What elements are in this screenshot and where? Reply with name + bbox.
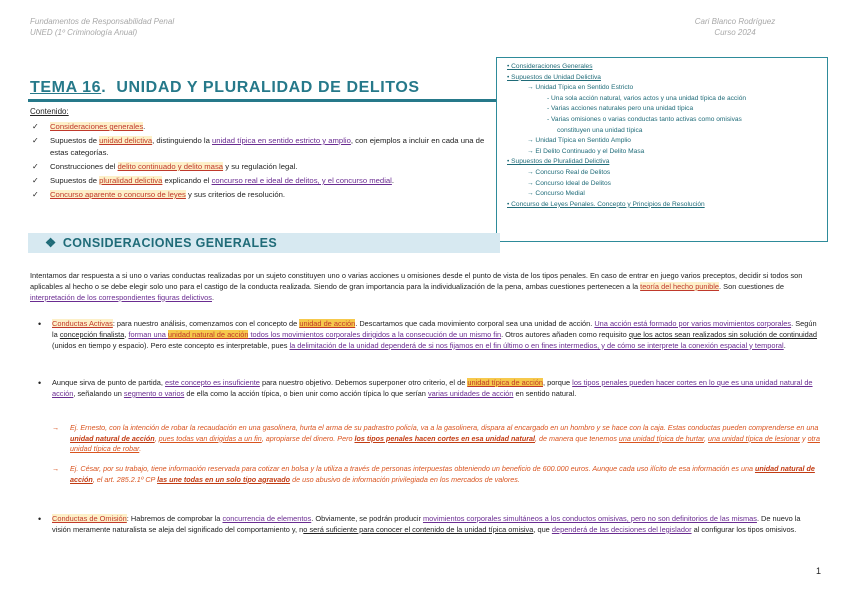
title-dot: . bbox=[101, 79, 107, 96]
toc-item[interactable]: • Concurso de Leyes Penales. Concepto y Principios de Resolución bbox=[507, 200, 705, 208]
header-left bbox=[30, 16, 174, 38]
highlight: pues todas van dirigidas a un fin bbox=[158, 433, 262, 443]
text: de ella como la acción típica, o bien unir como acción típica lo que serían bbox=[184, 388, 428, 398]
header-institution: UNED (1º Criminología Anual) bbox=[30, 28, 138, 37]
bullet-typical-unit bbox=[30, 378, 820, 400]
highlight: los tipos penales pueden hacer cortes en lo que es una unidad natural de acción bbox=[52, 378, 813, 398]
page-title bbox=[30, 78, 420, 98]
text: , de manera que tenemos bbox=[535, 433, 619, 443]
highlight: Una acción está formado por varios movimientos corporales bbox=[594, 319, 792, 328]
toc-item[interactable]: → Unidad Típica en Sentido Amplio bbox=[527, 137, 631, 145]
text: . bbox=[212, 292, 215, 302]
header-right bbox=[676, 16, 794, 38]
contents-list bbox=[30, 121, 485, 203]
text: Intentamos dar respuesta a si uno o varias conductas realizadas por un sujeto constituyen uno o varias acciones u omisiones desde el punto de vista de los tipos penales. En caso de entrar en juego varios preceptos, decidir si todos son aplicables al hecho o se debe elegir solo uno para el castigo de la conducta realizada. Siendo de gran importancia para la individualización de la pena, ambas cuestiones pertenecen a la bbox=[30, 271, 803, 291]
toc-item[interactable]: • Supuestos de Pluralidad Delictiva bbox=[507, 158, 610, 166]
bullet-icon: • bbox=[38, 378, 42, 388]
toc-item[interactable]: → El Delito Continuado y el Delito Masa bbox=[527, 147, 645, 155]
highlight: las une todas en un solo tipo agravado bbox=[157, 474, 291, 484]
highlight: forman una bbox=[128, 329, 168, 339]
contents-link[interactable]: unidad delictiva bbox=[99, 136, 153, 145]
highlight: los tipos penales hacen cortes en esa unidad natural bbox=[354, 433, 536, 443]
text: para nuestro objetivo. Debemos superponer otro criterio, el de bbox=[259, 378, 468, 387]
toc-item[interactable]: constituyen una unidad típica bbox=[557, 126, 643, 134]
text: de uso abusivo de información privilegiada en los mercados de valores. bbox=[290, 474, 520, 484]
text: , que bbox=[533, 524, 552, 534]
contents-link[interactable]: delito continuado y delito masa bbox=[117, 162, 224, 171]
header-year: Curso 2024 bbox=[714, 28, 756, 37]
arrow-right-icon: → bbox=[52, 464, 60, 473]
list-item bbox=[30, 161, 485, 173]
text: , el art. 285.2.1º CP bbox=[92, 474, 158, 484]
diamond-bullet-icon: ❖ bbox=[45, 236, 57, 250]
text: . Según la bbox=[52, 319, 817, 339]
contents-link[interactable]: unidad típica en sentido estricto y amplio bbox=[212, 136, 351, 145]
text: Supuestos de bbox=[50, 136, 100, 145]
highlight: que los actos sean realizados sin solución de continuidad bbox=[628, 329, 818, 339]
highlight: o será suficiente para conocer el contenido de la unidad típica omisiva bbox=[303, 524, 534, 534]
highlight: unidad natural de acción bbox=[70, 464, 815, 484]
contents-link[interactable]: pluralidad delictiva bbox=[99, 176, 163, 185]
check-icon: ✓ bbox=[32, 190, 39, 199]
text: , bbox=[154, 433, 159, 443]
highlight: todos los movimientos corporales dirigidos a la consecución de un mismo fin bbox=[248, 329, 502, 339]
highlight: teoría del hecho punible bbox=[640, 281, 720, 291]
list-item bbox=[30, 189, 485, 201]
check-icon: ✓ bbox=[32, 162, 39, 171]
highlight: la delimitación de la unidad dependerá de si nos fijamos en el fin último o en fines intermedios, y de cómo se interprete la conexión espacial y temporal bbox=[289, 340, 784, 350]
text: y su regulación legal. bbox=[223, 162, 298, 171]
text: : Habremos de comprobar la bbox=[126, 514, 223, 523]
highlight: otra unidad típica de robar bbox=[70, 433, 820, 454]
highlight: segmento o varios bbox=[123, 388, 185, 398]
text: en sentido natural. bbox=[513, 388, 577, 398]
text: , señalando un bbox=[73, 388, 124, 398]
highlight: varias unidades de acción bbox=[427, 388, 514, 398]
title-text: UNIDAD Y PLURALIDAD DE DELITOS bbox=[116, 79, 420, 96]
contents-link[interactable]: Concurso aparente o concurso de leyes bbox=[50, 190, 186, 199]
text: explicando el bbox=[162, 176, 212, 185]
table-of-contents bbox=[496, 57, 828, 242]
bullet-omission-conduct bbox=[30, 514, 820, 536]
highlight: una unidad típica de lesionar bbox=[708, 433, 800, 443]
highlight: dependerá de las decisiones del legislador bbox=[551, 524, 692, 534]
highlight: unidad natural de acción bbox=[167, 329, 249, 339]
contents-link[interactable]: Consideraciones generales bbox=[50, 122, 144, 131]
highlight: unidad típica de acción bbox=[467, 378, 543, 387]
text: . bbox=[391, 176, 395, 185]
text: . bbox=[783, 340, 786, 350]
example-ernesto bbox=[52, 423, 820, 455]
toc-item[interactable]: • Supuestos de Unidad Delictiva bbox=[507, 73, 601, 81]
text: Construcciones del bbox=[50, 162, 118, 171]
toc-item[interactable]: → Concurso Real de Delitos bbox=[527, 168, 611, 176]
text: . Obviamente, se podrán producir bbox=[311, 514, 423, 523]
check-icon: ✓ bbox=[32, 136, 39, 145]
text: . Descartamos que cada movimiento corporal sea una unidad de acción. bbox=[355, 319, 595, 328]
text: al configurar los tipos omisivos. bbox=[691, 524, 797, 534]
title-prefix: TEMA 16 bbox=[30, 79, 102, 96]
list-item bbox=[30, 135, 485, 159]
example-text bbox=[52, 423, 820, 455]
contents-link[interactable]: concurso real e ideal de delitos, y el concurso medial bbox=[211, 176, 392, 185]
text: : para nuestro análisis, comenzamos con el concepto de bbox=[112, 319, 300, 328]
toc-item[interactable]: - Una sola acción natural, varios actos y una unidad típica de acción bbox=[547, 94, 747, 102]
highlight: interpretación de los correspondientes figuras delictivos bbox=[30, 292, 212, 302]
check-icon: ✓ bbox=[32, 176, 39, 185]
check-icon: ✓ bbox=[32, 122, 39, 131]
intro-paragraph bbox=[30, 271, 820, 303]
toc-item[interactable]: → Unidad Típica en Sentido Estricto bbox=[527, 84, 634, 92]
header-course-title: Fundamentos de Responsabilidad Penal bbox=[30, 17, 175, 26]
highlight: unidad natural de acción bbox=[70, 433, 155, 443]
highlight: Conductas de Omisión bbox=[52, 514, 127, 523]
toc-item[interactable]: - Varias omisiones o varias conductas tanto activas como omisivas bbox=[547, 115, 742, 123]
highlight: una unidad típica de hurtar bbox=[618, 433, 705, 443]
text: , porque bbox=[542, 378, 573, 387]
text: y bbox=[799, 433, 808, 443]
contents-label: Contenido: bbox=[30, 107, 69, 116]
bullet-active-conduct bbox=[30, 319, 820, 351]
section-heading bbox=[45, 235, 277, 251]
text: . De nuevo la visión meramente naturalista se aleja del significado del comportamiento y, n bbox=[52, 514, 801, 534]
highlight: concepción finalista bbox=[59, 329, 125, 339]
text: y sus criterios de resolución. bbox=[185, 190, 286, 199]
text: Ej. César, por su trabajo, tiene información reservada para cotizar en bolsa y la utiliza a través de personas interpuestas obteniendo un beneficio de 600.000 euros. Aunque cada uso ilícito de esa información es una bbox=[70, 464, 755, 473]
text: . Otros autores añaden como requisito bbox=[501, 329, 629, 339]
section-title: CONSIDERACIONES GENERALES bbox=[62, 236, 278, 250]
toc-item[interactable]: → Concurso Medial bbox=[527, 190, 585, 198]
title-rule bbox=[28, 99, 496, 102]
text: . bbox=[139, 444, 142, 454]
highlight: Conductas Activas bbox=[52, 319, 113, 328]
toc-item[interactable]: → Concurso Ideal de Delitos bbox=[527, 179, 611, 187]
example-text bbox=[52, 464, 820, 485]
highlight: este concepto es insuficiente bbox=[165, 378, 260, 387]
text: , con ejemplos a incluir en cada una de estas categorías. bbox=[50, 136, 485, 157]
text: (unidos en tiempo y espacio). Pero este concepto es interpretable, pues bbox=[52, 340, 290, 350]
header-author: Cari Blanco Rodríguez bbox=[694, 17, 776, 26]
example-cesar bbox=[52, 464, 820, 485]
toc-item[interactable]: • Consideraciones Generales bbox=[507, 63, 593, 70]
highlight: movimientos corporales simultáneos a los conductos omisivas, pero no son definitorios de las mismas bbox=[422, 514, 757, 523]
text: Supuestos de bbox=[50, 176, 100, 185]
toc-item[interactable]: - Varias acciones naturales pero una unidad típica bbox=[547, 105, 694, 113]
text: Ej. Ernesto, con la intención de robar la recaudación en una gasolinera, hurta el arma de su padrastro policía, va a la gasolinera, dispara al encargado en un hombro y se hace con la caja. Estas conductas pueden comprenderse en una bbox=[70, 423, 819, 432]
page-number: 1 bbox=[816, 566, 822, 576]
text: , apropiarse del dinero. Pero bbox=[261, 433, 355, 443]
text: , bbox=[704, 433, 709, 443]
highlight: concurrencia de elementos bbox=[222, 514, 312, 523]
text: Aunque sirva de punto de partida, bbox=[52, 378, 165, 387]
text: , bbox=[124, 329, 129, 339]
bullet-icon: • bbox=[38, 319, 42, 329]
text: . bbox=[143, 122, 146, 131]
list-item bbox=[30, 175, 485, 187]
arrow-right-icon: → bbox=[52, 423, 60, 432]
text: . Son cuestiones de bbox=[719, 281, 784, 291]
bullet-icon: • bbox=[38, 514, 42, 524]
text: , distinguiendo la bbox=[152, 136, 212, 145]
highlight: unidad de acción bbox=[299, 319, 356, 328]
list-item bbox=[30, 121, 485, 133]
